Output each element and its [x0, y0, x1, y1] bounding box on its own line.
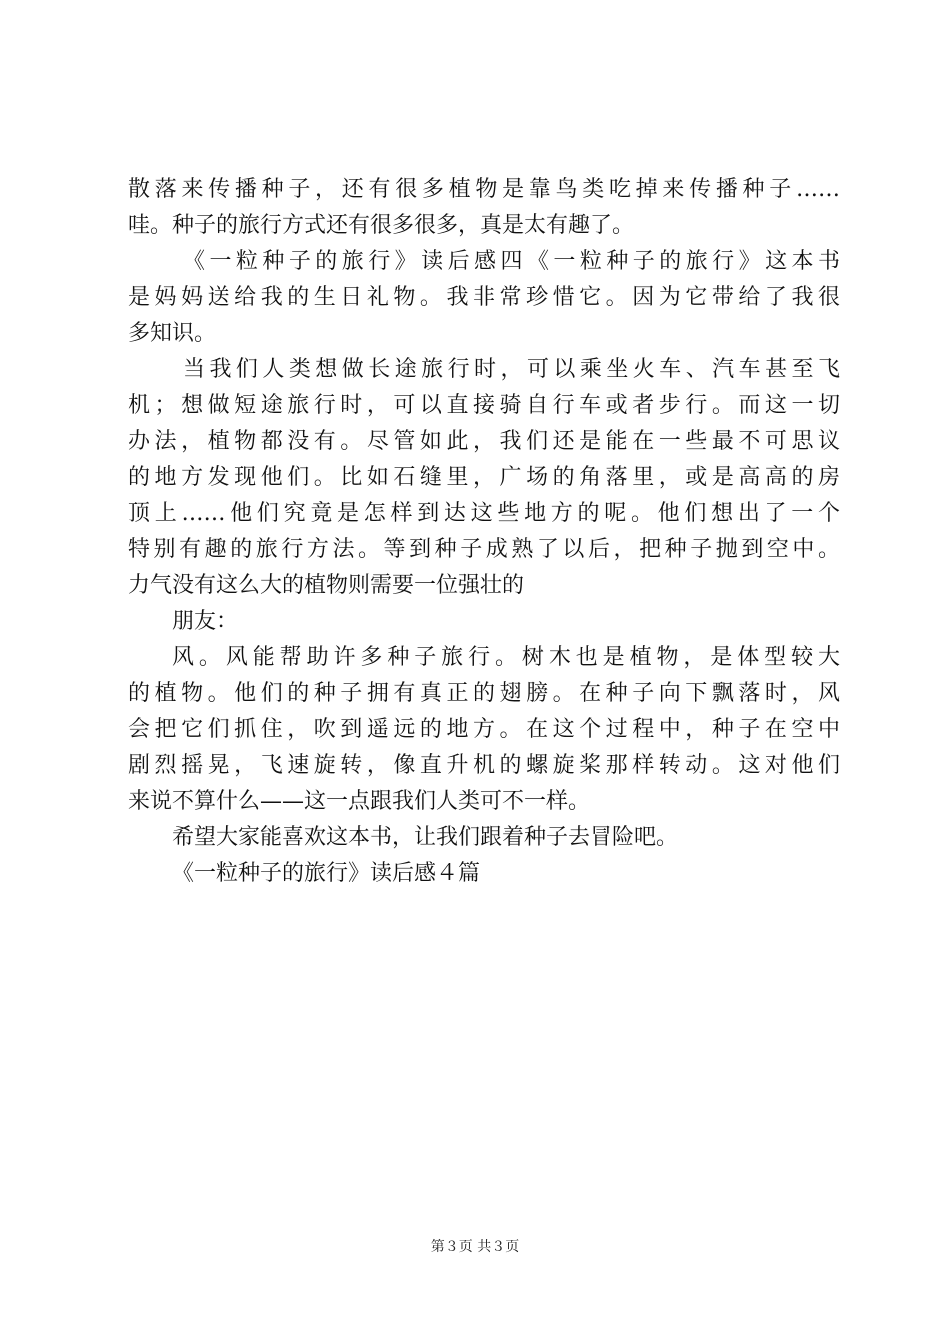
text-line: 希望大家能喜欢这本书，让我们跟着种子去冒险吧。 — [172, 825, 679, 850]
text-line: 散落来传播种子，还有很多植物是靠鸟类吃掉来传播种子…… — [128, 177, 840, 202]
text-line: 剧烈摇晃，飞速旋转，像直升机的螺旋桨那样转动。这对他们 — [128, 753, 840, 778]
text-line: 顶上……他们究竟是怎样到达这些地方的呢。他们想出了一个 — [128, 501, 840, 526]
document-body — [128, 172, 840, 892]
text-line: 的地方发现他们。比如石缝里，广场的角落里，或是高高的房 — [128, 465, 840, 490]
text-line: 办法，植物都没有。尽管如此，我们还是能在一些最不可思议 — [128, 429, 840, 454]
text-line: 机；想做短途旅行时，可以直接骑自行车或者步行。而这一切 — [128, 393, 840, 418]
text-line: 会把它们抓住，吹到遥远的地方。在这个过程中，种子在空中 — [128, 717, 840, 742]
text-line: 风。风能帮助许多种子旅行。树木也是植物，是体型较大 — [172, 645, 840, 670]
text-line: 朋友： — [172, 609, 239, 634]
text-line: 当我们人类想做长途旅行时，可以乘坐火车、汽车甚至飞 — [183, 357, 840, 382]
text-line: 力气没有这么大的植物则需要一位强壮的 — [128, 573, 525, 598]
page-footer: 第３页 共３页 — [430, 1239, 520, 1255]
text-line: 《一粒种子的旅行》读后感４篇 — [172, 861, 481, 886]
text-line: 多知识。 — [128, 321, 217, 346]
text-line: 是妈妈送给我的生日礼物。我非常珍惜它。因为它带给了我很 — [128, 285, 840, 310]
text-line: 《一粒种子的旅行》读后感四《一粒种子的旅行》这本书 — [183, 249, 840, 274]
text-line: 哇。种子的旅行方式还有很多很多，真是太有趣了。 — [128, 213, 635, 238]
text-line: 来说不算什么——这一点跟我们人类可不一样。 — [128, 789, 591, 814]
text-line: 的植物。他们的种子拥有真正的翅膀。在种子向下飘落时，风 — [128, 681, 840, 706]
text-line: 特别有趣的旅行方法。等到种子成熟了以后，把种子抛到空中。 — [128, 537, 840, 562]
